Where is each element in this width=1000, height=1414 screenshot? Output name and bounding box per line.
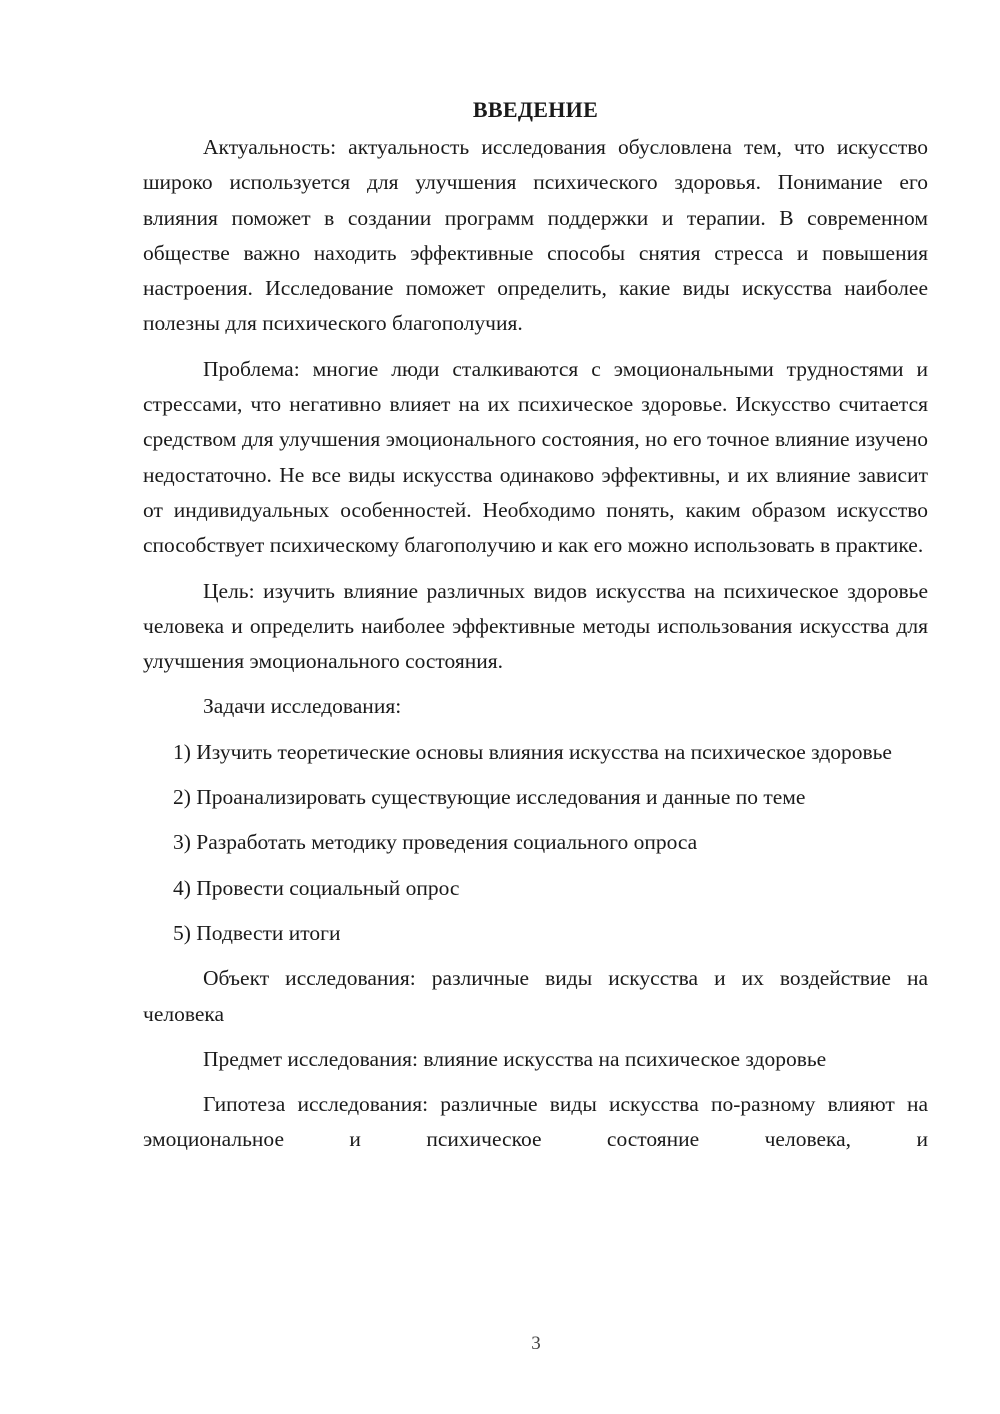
problem-paragraph: Проблема: многие люди сталкиваются с эмоциональными трудностями и стрессами, что негативно влияет на их психическое здоровье. Искусство считается средством для улучшения эмоционального состояния, но его точное влияние изучено недостаточно. Не все виды искусства одинаково эффективны, и их влияние зависит от индивидуальных особенностей. Необходимо понять, каким образом искусство способствует психическому благополучию и как его можно использовать в практике. xyxy=(143,356,928,558)
list-item: 5) Подвести итоги xyxy=(173,920,341,945)
tasks-heading: Задачи исследования: xyxy=(203,694,402,719)
section-title: ВВЕДЕНИЕ xyxy=(472,97,599,122)
relevance-paragraph: Актуальность: актуальность исследования обусловлена тем, что искусство широко используется для улучшения психического здоровья. Понимание его влияния поможет в создании программ поддержки и терапии. В современном обществе важно находить эффективные способы снятия стресса и повышения настроения. Исследование поможет определить, какие виды искусства наиболее полезны для психического благополучия. xyxy=(143,135,928,336)
list-item: 1) Изучить теоретические основы влияния искусства на психическое здоровье xyxy=(173,739,892,764)
goal-paragraph: Цель: изучить влияние различных видов искусства на психическое здоровье человека и определить наиболее эффективные методы использования искусства для улучшения эмоционального состояния. xyxy=(143,578,928,674)
list-item: 3) Разработать методику проведения социального опроса xyxy=(173,830,698,855)
document-page xyxy=(143,90,928,1168)
object-paragraph: Объект исследования: различные виды искусства и их воздействие на человека xyxy=(143,966,928,1026)
list-item: 4) Провести социальный опрос xyxy=(173,875,460,900)
subject-paragraph: Предмет исследования: влияние искусства на психическое здоровье xyxy=(203,1046,827,1071)
hypothesis-paragraph: Гипотеза исследования: различные виды искусства по-разному влияют на эмоциональное и психическое состояние человека, и xyxy=(143,1092,928,1152)
tasks-list xyxy=(143,735,928,951)
list-item: 2) Проанализировать существующие исследования и данные по теме xyxy=(173,785,806,810)
page-number: 3 xyxy=(531,1333,541,1354)
